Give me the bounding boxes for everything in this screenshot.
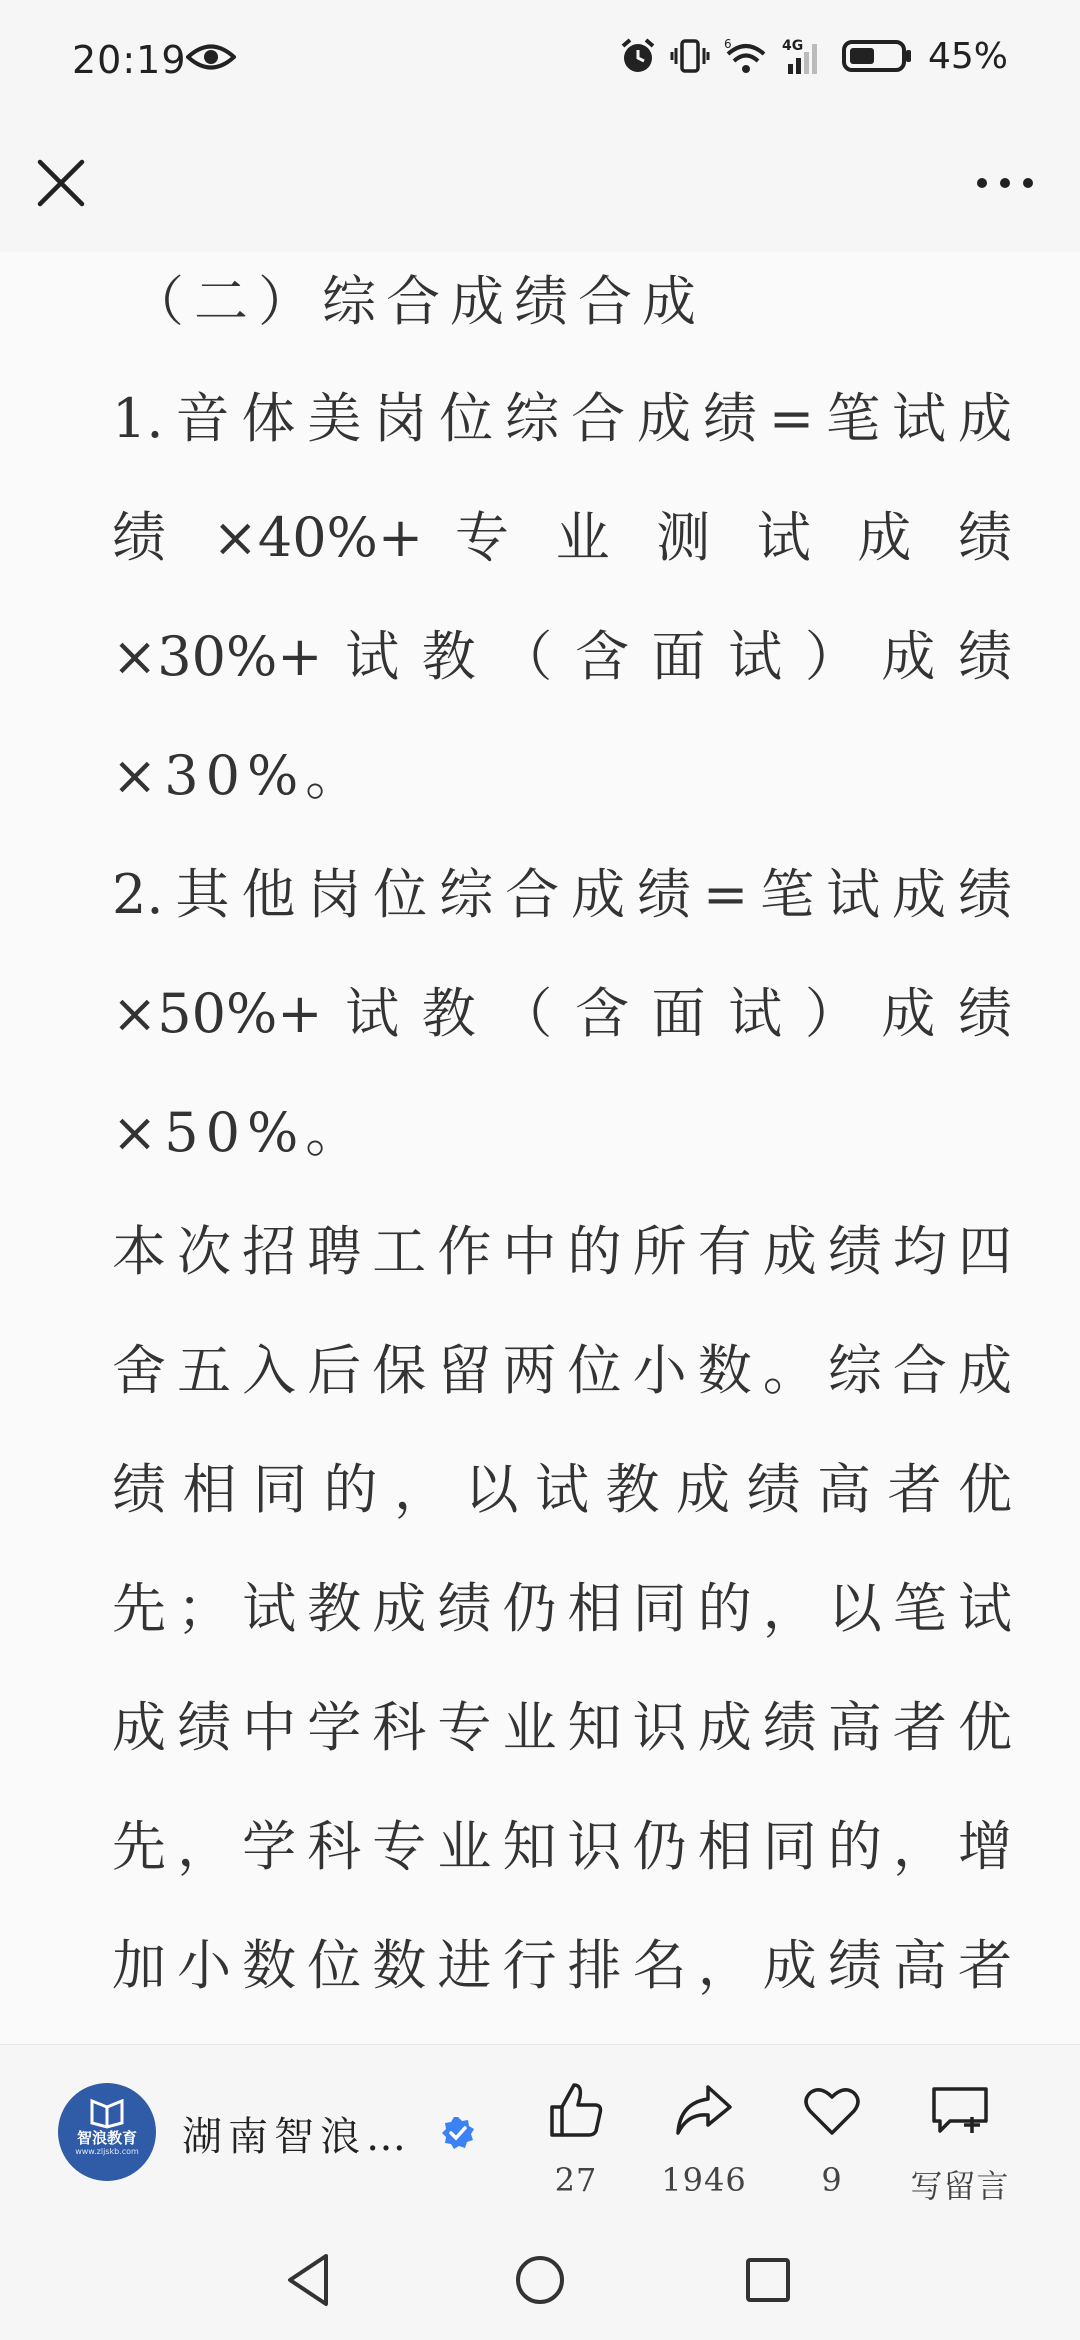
article-line: ×30%。 (112, 744, 367, 807)
status-icons (618, 34, 1008, 78)
article-line: 成绩中学科专业知识成绩高者优 (112, 1696, 1012, 1759)
account-avatar[interactable] (58, 2083, 156, 2181)
svg-text:6: 6 (723, 37, 732, 51)
article-line: 绩 ×40%+ 专 业 测 试 成 绩 (112, 506, 1012, 569)
share-button[interactable] (644, 2071, 764, 2201)
status-bar (0, 0, 1080, 120)
alarm-icon (618, 36, 658, 76)
article-line: ×50%+试教（含面试）成绩 (112, 982, 1012, 1045)
battery-percentage: 45% (927, 35, 1008, 77)
status-time: 20:19 (72, 38, 187, 82)
favorite-count: 9 (821, 2161, 843, 2199)
recent-apps-button[interactable] (736, 2248, 800, 2312)
system-navigation-bar (0, 2220, 1080, 2340)
write-comment-button[interactable] (900, 2071, 1020, 2205)
cellular-signal-icon (782, 36, 830, 76)
article-line: 先；试教成绩仍相同的，以笔试 (112, 1577, 1012, 1640)
heart-icon (800, 2079, 864, 2143)
article-line: ×30%+试教（含面试）成绩 (112, 625, 1012, 688)
back-button[interactable] (278, 2248, 342, 2312)
bottom-action-bar (0, 2044, 1080, 2221)
wifi-icon (722, 36, 770, 76)
close-button[interactable] (30, 152, 92, 214)
like-button[interactable] (516, 2071, 636, 2201)
battery-icon (842, 36, 912, 76)
section-heading: （二）综合成绩合成 (130, 270, 706, 333)
verified-badge-icon (440, 2115, 476, 2151)
logo-text: 智浪教育 (76, 2129, 137, 2147)
comment-add-icon (928, 2079, 992, 2143)
article-line: 本次招聘工作中的所有成绩均四 (112, 1220, 1012, 1283)
book-logo-icon (58, 2087, 156, 2131)
like-count: 27 (554, 2161, 598, 2199)
top-nav (0, 120, 1080, 252)
account-name[interactable]: 湖南智浪… (182, 2114, 412, 2160)
vibrate-icon (670, 36, 710, 76)
article-line: 舍五入后保留两位小数。综合成 (112, 1339, 1012, 1402)
article-line: 1.音体美岗位综合成绩=笔试成 (112, 387, 1012, 450)
article-line: 绩相同的，以试教成绩高者优 (112, 1458, 1012, 1521)
article-line: 加小数位数进行排名，成绩高者 (112, 1934, 1012, 1997)
article-content (0, 252, 1080, 2044)
thumbs-up-icon (544, 2079, 608, 2143)
article-line: 2.其他岗位综合成绩=笔试成绩 (112, 863, 1012, 926)
network-type: 4G (781, 38, 804, 54)
share-arrow-icon (672, 2079, 736, 2143)
logo-url: www.zljskb.com (75, 2147, 139, 2156)
favorite-button[interactable] (772, 2071, 892, 2201)
more-options-button[interactable] (970, 160, 1040, 206)
eye-icon (186, 42, 236, 72)
write-comment-label: 写留言 (910, 2167, 1010, 2205)
article-line: 先，学科专业知识仍相同的，增 (112, 1815, 1012, 1878)
share-count: 1946 (661, 2161, 747, 2199)
article-line: ×50%。 (112, 1101, 367, 1164)
home-button[interactable] (508, 2248, 572, 2312)
